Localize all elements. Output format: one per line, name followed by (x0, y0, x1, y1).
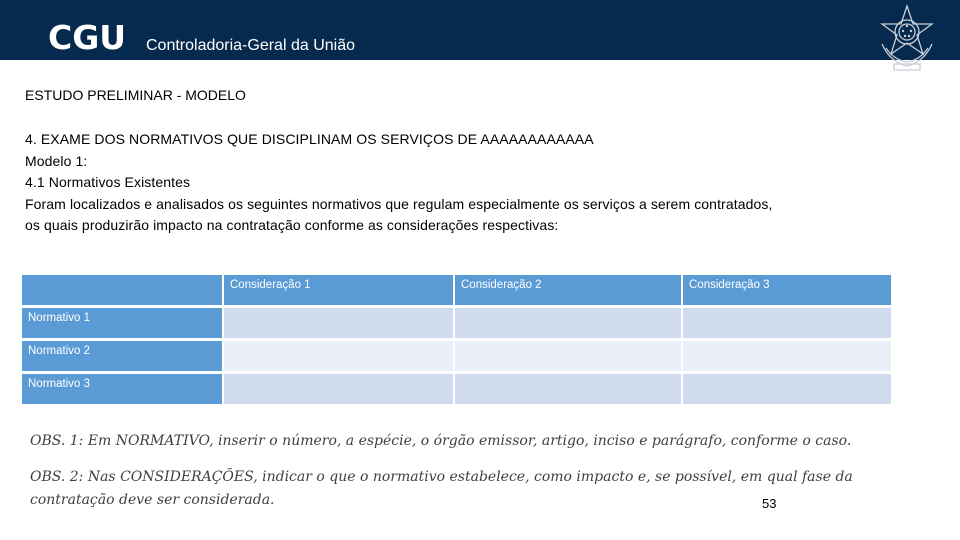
brazil-coat-of-arms-icon (874, 4, 940, 74)
document-body (25, 129, 905, 237)
paragraph-line: os quais produzirão impacto na contratação conforme as considerações respectivas: (25, 217, 559, 233)
table-row (22, 341, 891, 371)
subsection-heading: 4.1 Normativos Existentes (25, 174, 191, 190)
document-title: ESTUDO PRELIMINAR - MODELO (25, 87, 246, 103)
note-obs2 (30, 466, 910, 512)
table-row (22, 308, 891, 338)
cgu-logo: CGU (48, 18, 127, 57)
note-obs1: OBS. 1: Em NORMATIVO, inserir o número, a espécie, o órgão emissor, artigo, inciso e parágrafo, conforme o caso. (30, 433, 852, 449)
table-row (22, 374, 891, 404)
model-label: Modelo 1: (25, 152, 88, 169)
column-header: Consideração 2 (455, 275, 681, 305)
table-cell[interactable] (683, 374, 891, 404)
section-heading: 4. EXAME DOS NORMATIVOS QUE DISCIPLINAM OS SERVIÇOS DE AAAAAAAAAAAA (25, 131, 594, 147)
table-cell[interactable] (455, 374, 681, 404)
row-label: Normativo 3 (22, 374, 222, 404)
column-header: Consideração 3 (683, 275, 891, 305)
table-cell[interactable] (224, 308, 453, 338)
row-label: Normativo 2 (22, 341, 222, 371)
table-header-row (22, 275, 891, 305)
table-cell[interactable] (455, 308, 681, 338)
table-cell[interactable] (224, 374, 453, 404)
note-obs2-line1: OBS. 2: Nas CONSIDERAÇÕES, indicar o que o normativo estabelece, como impacto e, se possível, em qual fase da (30, 469, 853, 485)
column-header: Consideração 1 (224, 275, 453, 305)
table-corner-cell (22, 275, 222, 305)
table-cell[interactable] (683, 341, 891, 371)
normatives-table (20, 272, 893, 407)
table-cell[interactable] (455, 341, 681, 371)
org-name: Controladoria-Geral da União (146, 37, 355, 54)
paragraph-line: Foram localizados e analisados os seguintes normativos que regulam especialmente os serviços a serem contratados, (25, 195, 773, 212)
row-label: Normativo 1 (22, 308, 222, 338)
table-cell[interactable] (683, 308, 891, 338)
table-cell[interactable] (224, 341, 453, 371)
page-number: 53 (762, 496, 777, 511)
header-bar (0, 0, 960, 60)
note-obs2-line2: contratação deve ser considerada. (30, 492, 275, 508)
